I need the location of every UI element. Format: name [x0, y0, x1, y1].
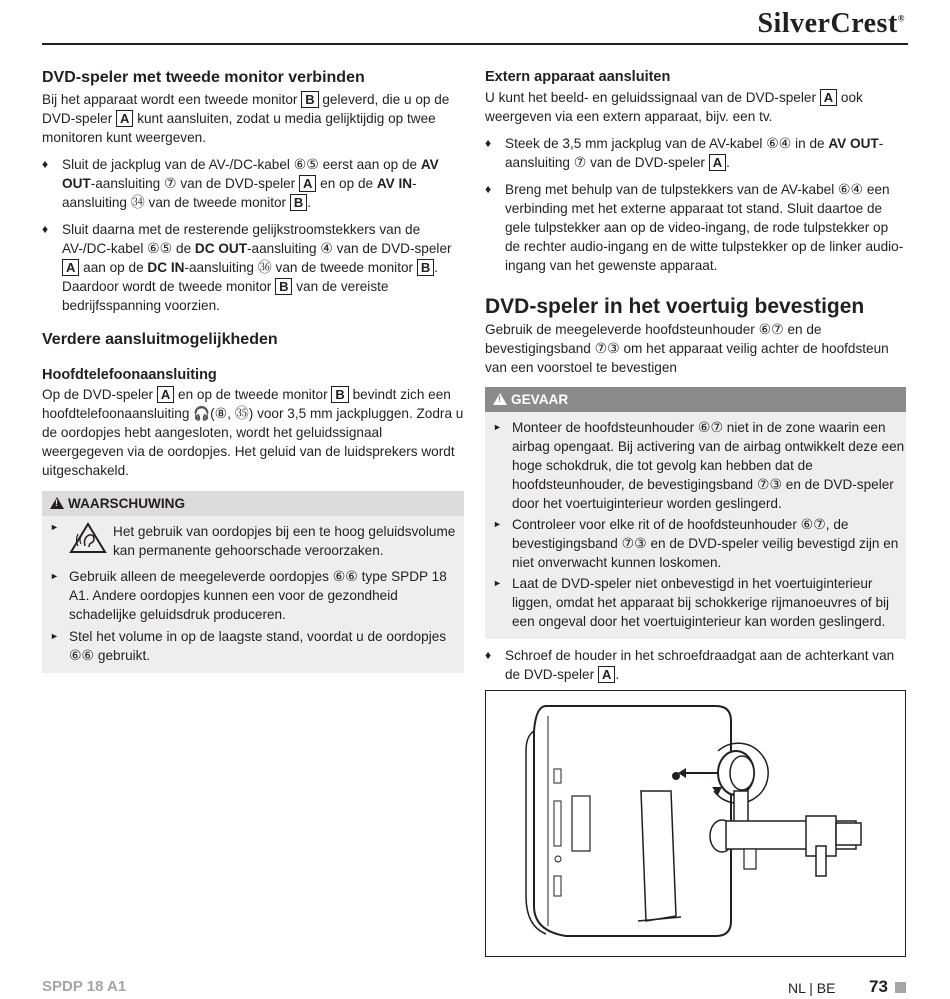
mounting-illustration — [485, 690, 906, 957]
page-number: 73 — [869, 977, 888, 996]
dvd-player-holder-drawing — [486, 691, 905, 956]
danger-triangle-icon — [493, 393, 507, 405]
warning-item-lowest-volume: ► Stel het volume in op de laagste stand, voordat u de oordopjes ⑥⑥ gebruikt. — [42, 627, 464, 665]
bullet-dc-cable: ♦ Sluit daarna met de resterende gelijkstroomstekkers van de AV-/DC-kabel ⑥⑤ de DC OUT-aansluiting ④ van de DVD-speler A aan op de DC IN-aansluiting ㊱ van de tweede monitor B . Daardoor wordt de tweede monitor B van de vereiste bedrijfsspanning voorzien. — [42, 220, 464, 315]
danger-box — [485, 387, 906, 639]
section-title-vehicle-mount: DVD-speler in het voertuig bevestigen — [485, 295, 865, 318]
warning-box — [42, 491, 464, 673]
right-column — [485, 62, 906, 684]
headphone-icon: 🎧 — [193, 406, 211, 421]
hearing-damage-icon — [69, 522, 107, 554]
section-title-more-connections: Verdere aansluitmogelijkheden — [42, 331, 278, 348]
bullet-screw-holder: ♦ Schroef de houder in het schroefdraadgat aan de achterkant van de DVD-speler A . — [485, 646, 906, 684]
warning-item-volume: ► Het gebruik van oordopjes bij een te hoog geluidsvolume kan permanente gehoorschade veroorzaken. — [42, 522, 464, 560]
danger-item-unsecured: ► Laat de DVD-speler niet onbevestigd in het voertuiginterieur liggen, omdat het apparaat bij schokkerige rijmanoeuvres of bij een ongeval door het voertuiginterieur kan worden geslingerd. — [485, 574, 906, 631]
bullet-av-cable: ♦ Sluit de jackplug van de AV-/DC-kabel ⑥⑤ eerst aan op de AV OUT-aansluiting ⑦ van de DVD-speler A en op de AV IN-aansluiting ㉞ van de tweede monitor B . — [42, 155, 464, 212]
danger-item-airbag: ► Monteer de hoofdsteunhouder ⑥⑦ niet in de zone waarin een airbag opengaat. Bij activering van de airbag ontwikkelt deze een hoge schokdruk, die tot gevolg kan hebben dat de hoofdsteunhouder, de bevestigingsband ⑦③ en de DVD-speler door het voertuiginterieur worden geslingerd. — [485, 418, 906, 513]
warning-item-earphones: ► Gebruik alleen de meegeleverde oordopjes ⑥⑥ type SPDP 18 A1. Andere oordopjes kunnen een voor de gezondheid schadelijke geluidsdruk produceren. — [42, 567, 464, 624]
page-marker-square — [895, 982, 906, 993]
intro-paragraph: Bij het apparaat wordt een tweede monitor B geleverd, die u op de DVD-speler A kunt aansluiten, zodat u media gelijktijdig op twee monitoren kunt weergeven. — [42, 92, 450, 145]
header-rule — [42, 43, 908, 45]
external-device-paragraph: U kunt het beeld- en geluidssignaal van de DVD-speler A ook weergeven via een extern apparaat, bijv. een tv. — [485, 90, 863, 124]
danger-item-check: ► Controleer voor elke rit of de hoofdsteunhouder ⑥⑦, de bevestigingsband ⑦③ en de DVD-speler veilig bevestigd zijn en niet onverwacht kunnen loskomen. — [485, 515, 906, 572]
headphones-paragraph: Op de DVD-speler A en op de tweede monitor B bevindt zich een hoofdtelefoonaansluiting 🎧(⑧, ㉟) voor 3,5 mm jackpluggen. Zodra u de oordopjes hebt aangesloten, wordt het geluidssignaal weergegeven via de oordopjes. Het geluid van de luidsprekers wordt uitgeschakeld. — [42, 387, 464, 478]
section-title-external-device: Extern apparaat aansluiten — [485, 69, 671, 85]
bullet-jackplug: ♦ Steek de 3,5 mm jackplug van de AV-kabel ⑥④ in de AV OUT-aansluiting ⑦ van de DVD-speler A . — [485, 134, 906, 172]
warning-header: !WAARSCHUWING — [42, 491, 464, 516]
bullet-rca-plugs: ♦ Breng met behulp van de tulpstekkers van de AV-kabel ⑥④ een verbinding met het externe apparaat tot stand. Sluit daartoe de gele tulpstekker aan op de video-ingang, de rode tulpstekker op de rechter audio-ingang en de witte tulpstekker op de linker audio-ingang van het gewenste apparaat. — [485, 180, 906, 275]
brand-logo: SilverCrest® — [757, 8, 905, 39]
footer-language: NL | BE — [788, 980, 836, 996]
subsection-title-headphones: Hoofdtelefoonaansluiting — [42, 367, 217, 383]
danger-header: !GEVAAR — [485, 387, 906, 412]
vehicle-mount-paragraph: Gebruik de meegeleverde hoofdsteunhouder ⑥⑦ en de bevestigingsband ⑦③ om het apparaat veilig achter de hoofdsteun van een voorstoel te bevestigen — [485, 321, 889, 375]
left-column — [42, 62, 464, 673]
section-title-second-monitor: DVD-speler met tweede monitor verbinden — [42, 69, 365, 86]
warning-triangle-icon — [50, 497, 64, 509]
footer-model: SPDP 18 A1 — [42, 978, 127, 995]
